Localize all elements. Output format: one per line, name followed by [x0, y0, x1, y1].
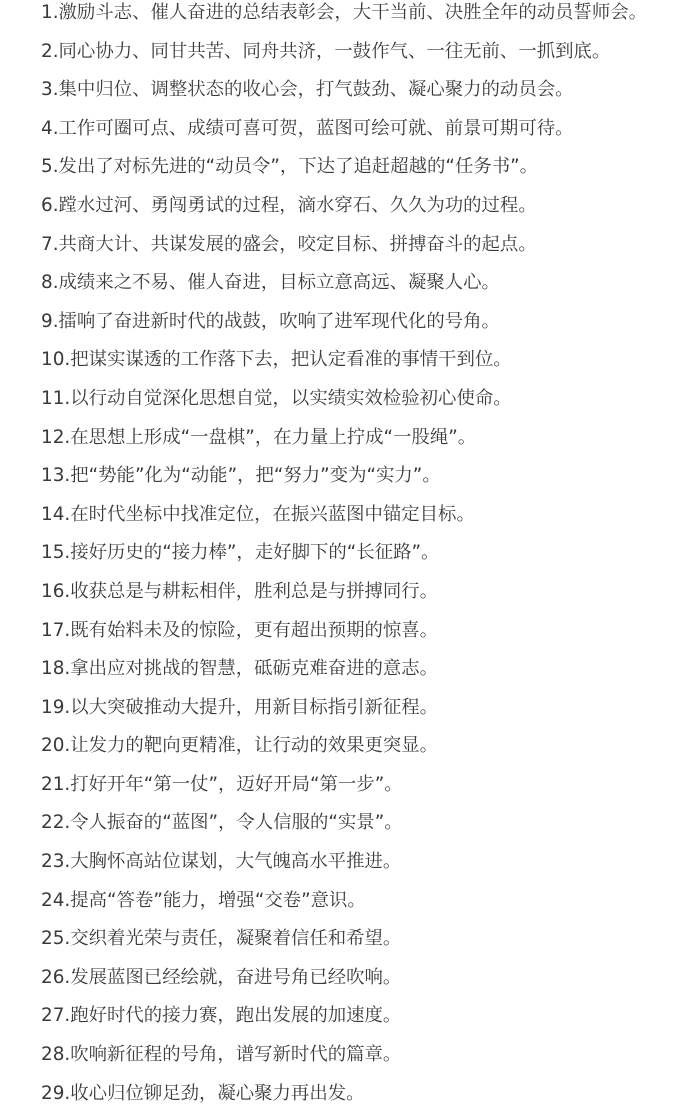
phrase-line-18: 18.拿出应对挑战的智慧，砥砺克难奋进的意志。: [41, 658, 439, 680]
phrase-line-6: 6.蹚水过河、勇闯勇试的过程，滴水穿石、久久为功的过程。: [41, 194, 537, 216]
phrase-line-7: 7.共商大计、共谋发展的盛会，咬定目标、拼搏奋斗的起点。: [41, 233, 537, 255]
phrase-line-14: 14.在时代坐标中找准定位，在振兴蓝图中锚定目标。: [41, 503, 475, 525]
phrase-line-16: 16.收获总是与耕耘相伴，胜利总是与拼搏同行。: [41, 580, 439, 602]
phrase-line-23: 23.大胸怀高站位谋划，大气魄高水平推进。: [41, 851, 402, 873]
phrase-line-29: 29.收心归位铆足劲，凝心聚力再出发。: [41, 1082, 365, 1104]
phrase-line-17: 17.既有始料未及的惊险，更有超出预期的惊喜。: [41, 619, 439, 641]
phrase-line-12: 12.在思想上形成“一盘棋”，在力量上拧成“一股绳”。: [41, 426, 477, 448]
phrase-line-28: 28.吹响新征程的号角，谱写新时代的篇章。: [41, 1044, 402, 1066]
phrase-line-13: 13.把“势能”化为“动能”，把“努力”变为“实力”。: [41, 465, 441, 487]
phrase-line-20: 20.让发力的靶向更精准，让行动的效果更突显。: [41, 735, 439, 757]
phrase-line-22: 22.令人振奋的“蓝图”，令人信服的“实景”。: [41, 812, 403, 834]
phrase-line-15: 15.接好历史的“接力棒”，走好脚下的“长征路”。: [41, 542, 440, 564]
phrase-line-25: 25.交织着光荣与责任，凝聚着信任和希望。: [41, 928, 402, 950]
phrase-line-1: 1.激励斗志、催人奋进的总结表彰会，大干当前、决胜全年的动员誓师会。: [41, 2, 648, 23]
phrase-line-11: 11.以行动自觉深化思想自觉，以实绩实效检验初心使命。: [41, 387, 512, 409]
phrase-line-3: 3.集中归位、调整状态的收心会，打气鼓劲、凝心聚力的动员会。: [41, 79, 574, 101]
phrase-line-24: 24.提高“答卷”能力，增强“交卷”意识。: [41, 889, 366, 911]
phrase-line-21: 21.打好开年“第一仗”，迈好开局“第一步”。: [41, 773, 403, 795]
phrase-line-10: 10.把谋实谋透的工作落下去，把认定看准的事情干到位。: [41, 349, 512, 371]
phrase-line-4: 4.工作可圈可点、成绩可喜可贺，蓝图可绘可就、前景可期可待。: [41, 117, 574, 139]
phrase-line-8: 8.成绩来之不易、催人奋进，目标立意高远、凝聚人心。: [41, 272, 500, 294]
phrase-line-27: 27.跑好时代的接力赛，跑出发展的加速度。: [41, 1005, 402, 1027]
phrase-line-5: 5.发出了对标先进的“动员令”，下达了追赶超越的“任务书”。: [41, 156, 539, 178]
phrase-line-19: 19.以大突破推动大提升，用新目标指引新征程。: [41, 696, 439, 718]
phrase-line-26: 26.发展蓝图已经绘就，奋进号角已经吹响。: [41, 966, 402, 988]
phrase-list: [41, 0, 693, 1119]
phrase-line-9: 9.擂响了奋进新时代的战鼓，吹响了进军现代化的号角。: [41, 310, 500, 332]
phrase-line-2: 2.同心协力、同甘共苦、同舟共济，一鼓作气、一往无前、一抓到底。: [41, 40, 611, 62]
